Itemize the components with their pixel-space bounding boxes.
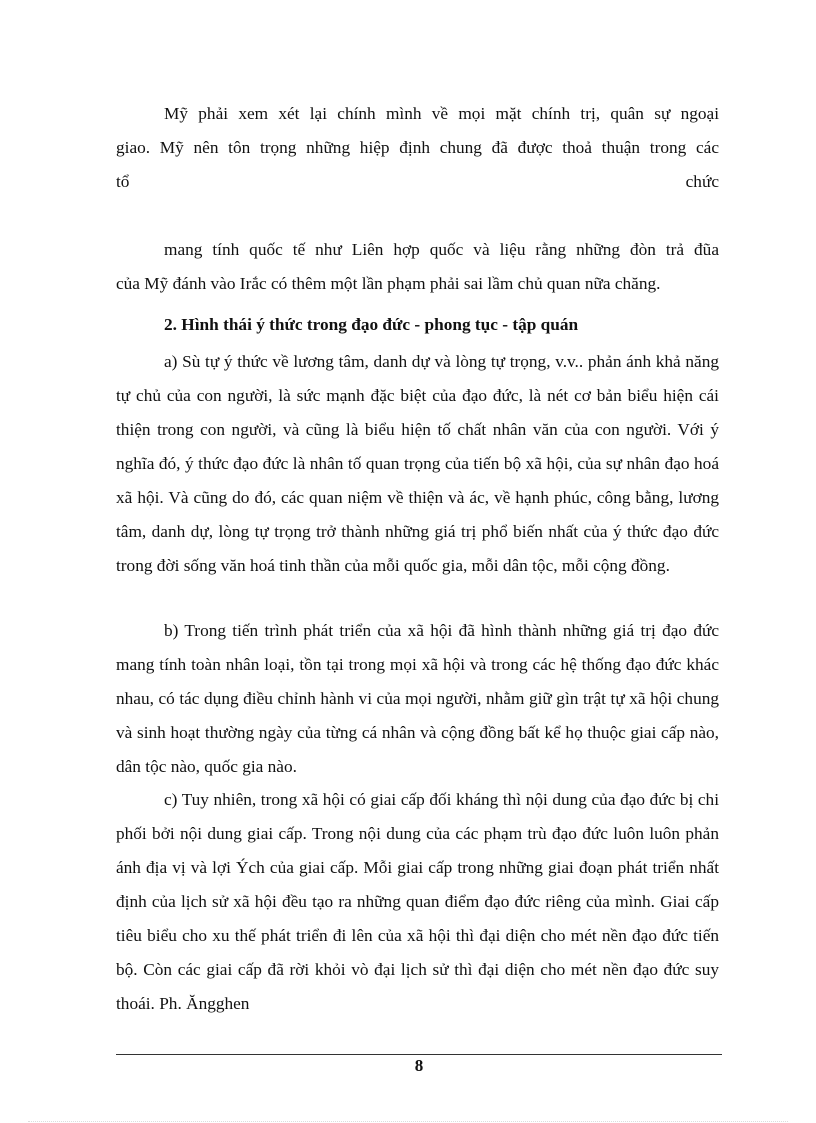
paragraph-b: b) Trong tiến trình phát triển của xã hội đã hình thành những giá trị đạo đức mang tính toàn nhân loại, tồn tại trong mọi xã hội và trong các hệ thống đạo đức khác nhau, có tác dụng điều chỉnh hành vi của mọi người, nhằm giữ gìn trật tự xã hội chung và sinh hoạt thường ngày của từng cá nhân và cộng đồng bất kể họ thuộc giai cấp nào, dân tộc nào, quốc gia nào. [116, 621, 719, 776]
page-number: 8 [414, 1056, 424, 1075]
section-heading: 2. Hình thái ý thức trong đạo đức - phong tục - tập quán [164, 315, 579, 334]
paragraph-a: a) Sù tự ý thức về lương tâm, danh dự và lòng tự trọng, v.v.. phản ánh khả năng tự chủ của con người, là sức mạnh đặc biệt của đạo đức, là nét cơ bản biểu hiện cái thiện trong con người, và cũng là biểu hiện tố chất nhân văn của con người. Với ý nghĩa đó, ý thức đạo đức là nhân tố quan trọng của tiến bộ xã hội, của sự nhân đạo hoá xã hội. Và cũng do đó, các quan niệm về thiện và ác, về hạnh phúc, công bằng, lương tâm, danh dự, lòng tự trọng trở thành những giá trị phổ biến nhất của ý thức đạo đức trong đời sống văn hoá tinh thần của mỗi quốc gia, mỗi dân tộc, mỗi cộng đồng. [116, 352, 719, 575]
paragraph-1-line-1: Mỹ phải xem xét lại chính mình về mọi mặt chính trị, quân sự ngoại [164, 104, 719, 123]
paragraph-2-line-1: mang tính quốc tế như Liên hợp quốc và liệu rằng những đòn trả đũa [164, 240, 719, 259]
paragraph-2-body: của Mỹ đánh vào Irắc có thêm một lần phạm phải sai lầm chủ quan nữa chăng. [116, 274, 661, 293]
paragraph-c: c) Tuy nhiên, trong xã hội có giai cấp đối kháng thì nội dung của đạo đức bị chi phối bởi nội dung giai cấp. Trong nội dung của các phạm trù đạo đức luôn luôn phản ánh địa vị và lợi Ých của giai cấp. Mỗi giai cấp trong những giai đoạn phát triển nhất định của lịch sử xã hội đều tạo ra những quan điểm đạo đức riêng của mình. Giai cấp tiêu biểu cho xu thế phát triển đi lên của xã hội thì đại diện cho mét nền đạo đức tiến bộ. Còn các giai cấp đã rời khỏi vò đại lịch sử thì đại diện cho mét nền đạo đức suy thoái. Ph. Ăngghen [116, 790, 719, 1013]
paragraph-1-line-2: giao. Mỹ nên tôn trọng những hiệp định chung đã được thoả thuận trong các [116, 138, 719, 157]
paragraph-1-line-3: tổ chức [116, 172, 719, 191]
page-bottom-edge [28, 1121, 788, 1122]
